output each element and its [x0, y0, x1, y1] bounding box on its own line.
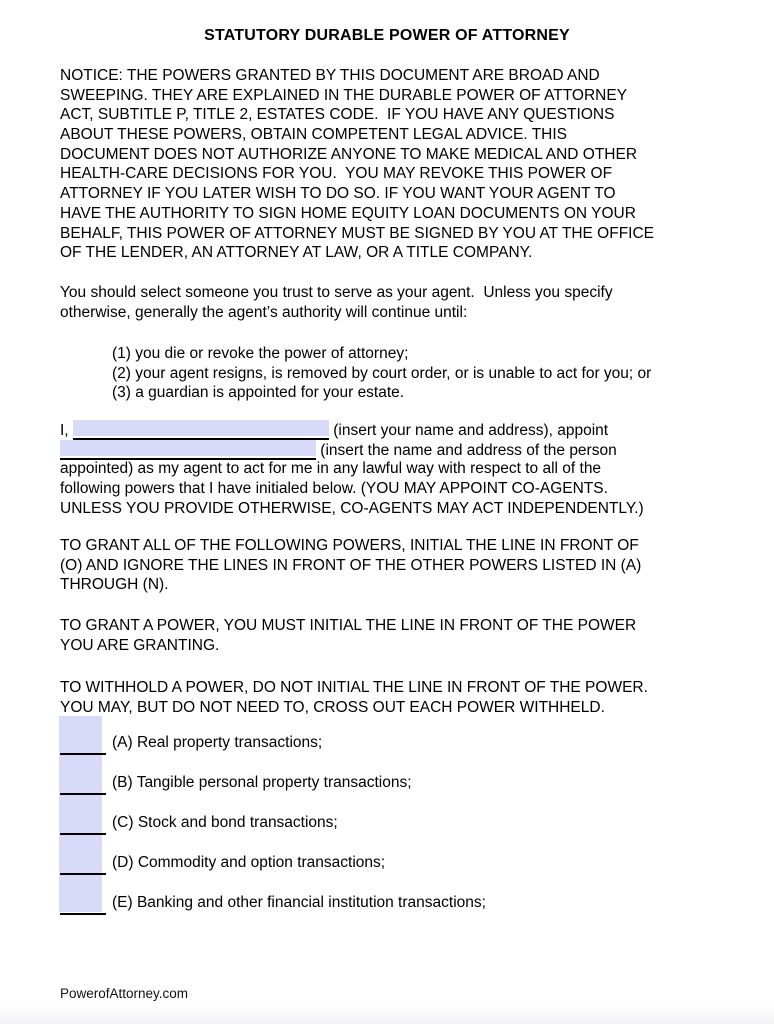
power-row-e: [60, 875, 716, 915]
text-line: following powers that I have initialed below. (YOU MAY APPOINT CO-AGENTS.: [60, 480, 608, 498]
text-line: YOU ARE GRANTING.: [60, 636, 220, 654]
initial-field-b[interactable]: [60, 755, 106, 795]
initial-field-d[interactable]: [60, 835, 106, 875]
text-line: NOTICE: THE POWERS GRANTED BY THIS DOCUMENT ARE BROAD AND: [60, 67, 600, 84]
agent-name-field[interactable]: [60, 440, 316, 460]
text-line: BEHALF, THIS POWER OF ATTORNEY MUST BE SIGNED BY YOU AT THE OFFICE: [60, 224, 655, 242]
principal-name-field[interactable]: [73, 420, 329, 440]
text-line: (O) AND IGNORE THE LINES IN FRONT OF THE OTHER POWERS LISTED IN (A): [60, 556, 642, 574]
power-label-e: (E) Banking and other financial institution transactions;: [112, 894, 486, 912]
appointment-insert-note-2: (insert the name and address of the person: [316, 441, 617, 459]
initial-field-e[interactable]: [60, 875, 106, 915]
text-line: HEALTH-CARE DECISIONS FOR YOU. YOU MAY REVOKE THIS POWER OF: [60, 165, 613, 183]
grant-all-instructions: [60, 536, 716, 595]
power-label-b: (B) Tangible personal property transactions;: [112, 774, 412, 792]
text-line: [60, 440, 716, 460]
appointment-prefix: I,: [60, 422, 73, 439]
text-line: UNLESS YOU PROVIDE OTHERWISE, CO-AGENTS MAY ACT INDEPENDENTLY.): [60, 499, 644, 517]
appointment-insert-note: (insert your name and address), appoint: [328, 422, 609, 439]
text-line: HAVE THE AUTHORITY TO SIGN HOME EQUITY LOAN DOCUMENTS ON YOUR: [60, 204, 636, 222]
text-line: THROUGH (N).: [60, 576, 169, 594]
initial-field-c[interactable]: [60, 795, 106, 835]
footer-site-name: PowerofAttorney.com: [60, 986, 189, 1001]
power-label-c: (C) Stock and bond transactions;: [112, 814, 338, 832]
text-line: ABOUT THESE POWERS, OBTAIN COMPETENT LEGAL ADVICE. THIS: [60, 126, 568, 144]
termination-conditions-list: [60, 344, 716, 403]
text-line: YOU MAY, BUT DO NOT NEED TO, CROSS OUT EACH POWER WITHHELD.: [60, 698, 605, 716]
text-line: ACT, SUBTITLE P, TITLE 2, ESTATES CODE. IF YOU HAVE ANY QUESTIONS: [60, 106, 615, 124]
notice-paragraph: [60, 66, 716, 263]
list-item: (3) a guardian is appointed for your estate.: [112, 384, 405, 402]
text-line: [60, 420, 716, 440]
list-item: (1) you die or revoke the power of attorney;: [112, 345, 409, 362]
powers-list: [60, 715, 716, 915]
text-line: ATTORNEY IF YOU LATER WISH TO DO SO. IF YOU WANT YOUR AGENT TO: [60, 185, 616, 203]
text-line: You should select someone you trust to serve as your agent. Unless you specify: [60, 284, 613, 301]
text-line: appointed) as my agent to act for me in any lawful way with respect to all of the: [60, 460, 602, 478]
text-line: DOCUMENT DOES NOT AUTHORIZE ANYONE TO MAKE MEDICAL AND OTHER: [60, 145, 638, 163]
page-bottom-shade: [0, 1006, 774, 1024]
text-line: TO GRANT A POWER, YOU MUST INITIAL THE LINE IN FRONT OF THE POWER: [60, 617, 637, 634]
power-label-d: (D) Commodity and option transactions;: [112, 854, 386, 872]
text-line: otherwise, generally the agent’s authority will continue until:: [60, 303, 468, 321]
power-row-a: [60, 715, 716, 755]
power-row-d: [60, 835, 716, 875]
grant-power-instructions: [60, 616, 716, 655]
text-line: TO GRANT ALL OF THE FOLLOWING POWERS, INITIAL THE LINE IN FRONT OF: [60, 537, 639, 554]
appointment-paragraph: [60, 420, 716, 518]
power-row-c: [60, 795, 716, 835]
power-label-a: (A) Real property transactions;: [112, 734, 323, 752]
agent-selection-paragraph: [60, 283, 716, 322]
text-line: TO WITHHOLD A POWER, DO NOT INITIAL THE LINE IN FRONT OF THE POWER.: [60, 679, 648, 696]
text-line: SWEEPING. THEY ARE EXPLAINED IN THE DURABLE POWER OF ATTORNEY: [60, 86, 628, 104]
power-row-b: [60, 755, 716, 795]
document-title: STATUTORY DURABLE POWER OF ATTORNEY: [204, 27, 570, 44]
withhold-power-instructions: [60, 678, 716, 717]
list-item: (2) your agent resigns, is removed by court order, or is unable to act for you; or: [112, 364, 652, 382]
initial-field-a[interactable]: [60, 715, 106, 755]
text-line: OF THE LENDER, AN ATTORNEY AT LAW, OR A TITLE COMPANY.: [60, 244, 533, 262]
